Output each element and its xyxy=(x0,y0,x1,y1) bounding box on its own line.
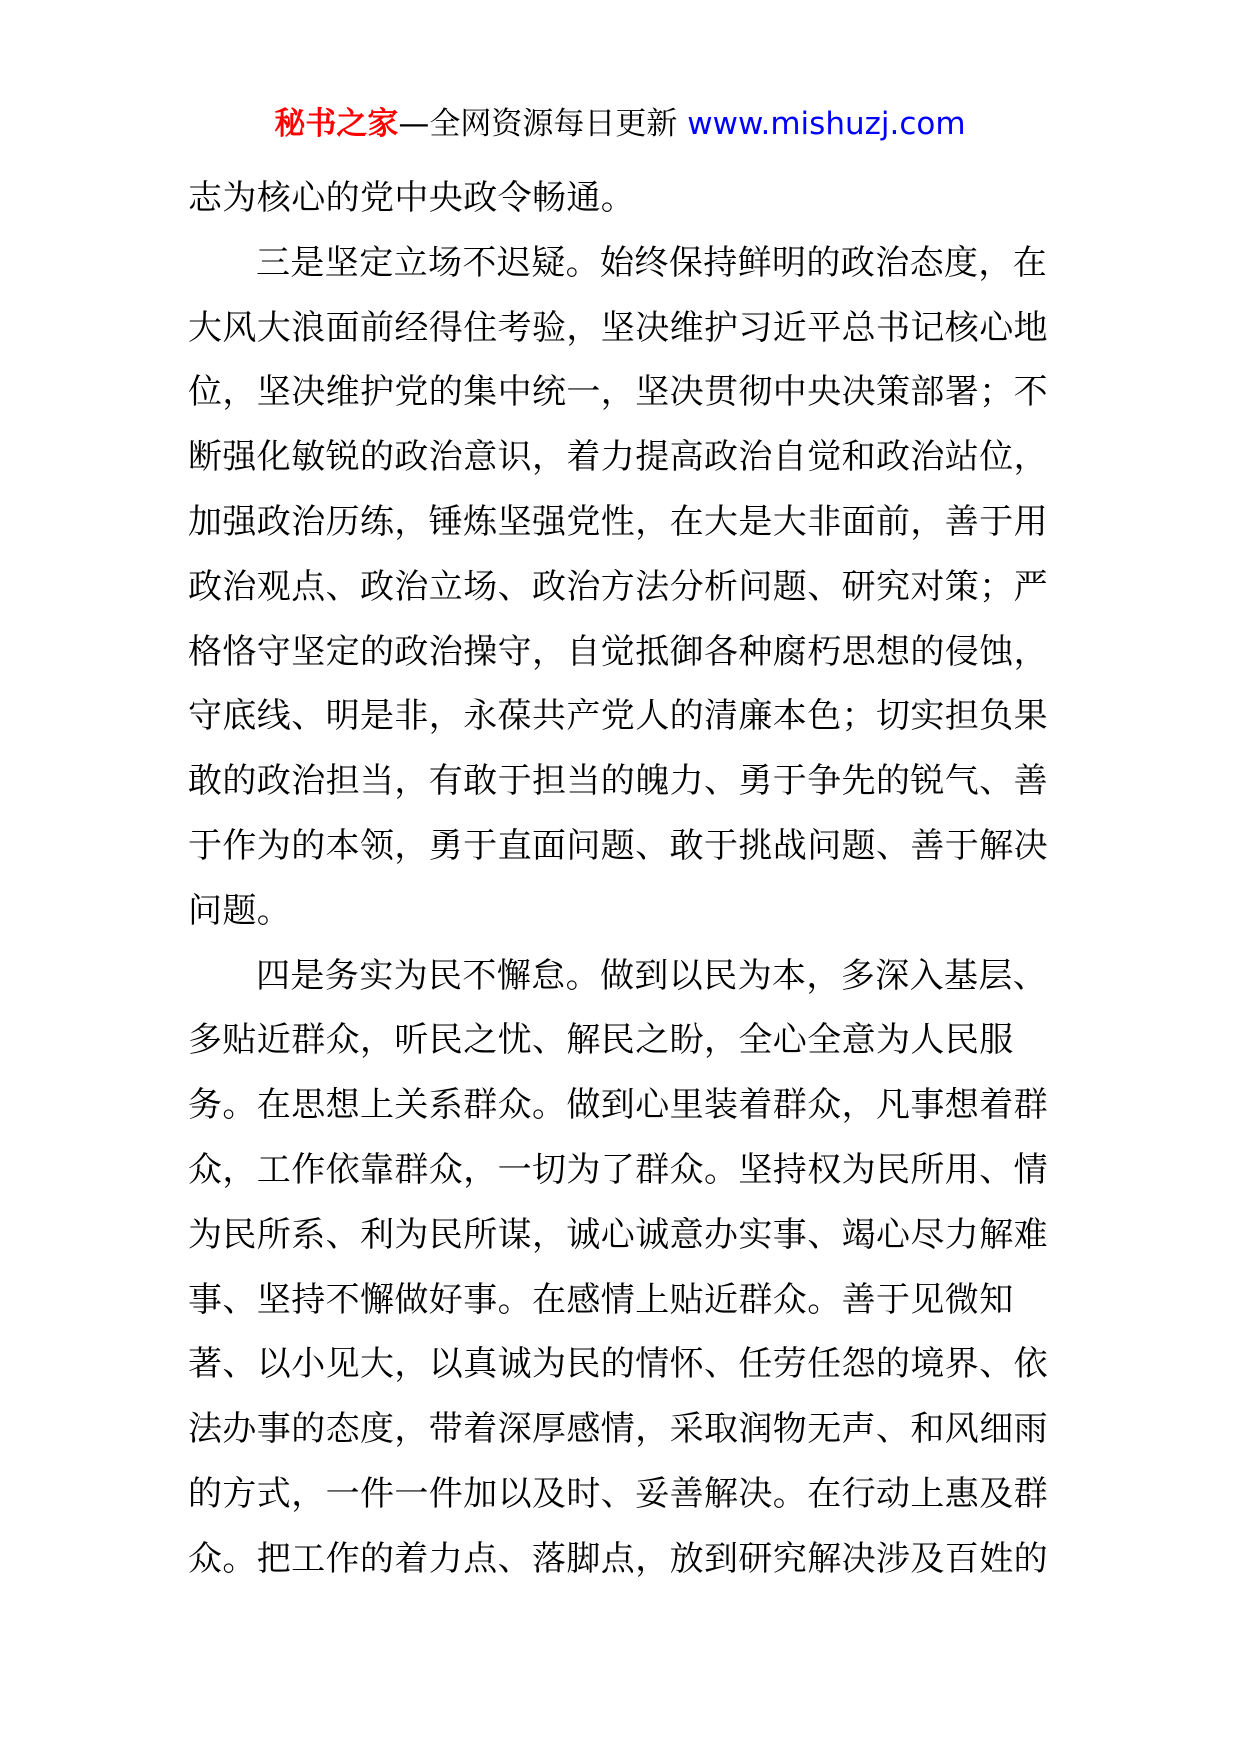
header-tagline: —全网资源每日更新 xyxy=(398,106,688,142)
text-line: 众，工作依靠群众，一切为了群众。坚持权为民所用、情 xyxy=(188,1149,1048,1190)
text-line: 格恪守坚定的政治操守，自觉抵御各种腐朽思想的侵蚀， xyxy=(188,631,1048,672)
text-line: 守底线、明是非，永葆共产党人的清廉本色；切实担负果 xyxy=(188,696,1048,737)
text-line: 加强政治历练，锤炼坚强党性，在大是大非面前，善于用 xyxy=(188,501,1048,542)
text-line: 众。把工作的着力点、落脚点，放到研究解决涉及百姓的 xyxy=(188,1538,1048,1579)
site-url-link[interactable]: www.mishuzj.com xyxy=(687,106,966,142)
text-line: 政治观点、政治立场、政治方法分析问题、研究对策；严 xyxy=(188,566,1048,607)
text-line: 志为核心的党中央政令畅通。 xyxy=(188,178,636,218)
paragraph-start-line: 四是务实为民不懈怠。做到以民为本，多深入基层、 xyxy=(256,955,1048,996)
paragraph-start-line: 三是坚定立场不迟疑。始终保持鲜明的政治态度，在 xyxy=(256,242,1048,283)
page-header xyxy=(0,100,1240,148)
text-line: 法办事的态度，带着深厚感情，采取润物无声、和风细雨 xyxy=(188,1409,1048,1450)
document-body xyxy=(188,166,1058,1592)
text-line: 多贴近群众，听民之忧、解民之盼，全心全意为人民服 xyxy=(188,1020,1014,1061)
text-line: 断强化敏锐的政治意识，着力提高政治自觉和政治站位， xyxy=(188,437,1048,478)
text-line: 敢的政治担当，有敢于担当的魄力、勇于争先的锐气、善 xyxy=(188,761,1048,802)
text-line: 问题。 xyxy=(188,890,292,931)
text-line: 大风大浪面前经得住考验，坚决维护习近平总书记核心地 xyxy=(188,307,1048,348)
text-line: 于作为的本领，勇于直面问题、敢于挑战问题、善于解决 xyxy=(188,825,1048,866)
text-line: 位，坚决维护党的集中统一，坚决贯彻中央决策部署；不 xyxy=(188,372,1048,413)
brand-name: 秘书之家 xyxy=(274,106,399,142)
text-line: 的方式，一件一件加以及时、妥善解决。在行动上惠及群 xyxy=(188,1473,1048,1514)
text-line: 事、坚持不懈做好事。在感情上贴近群众。善于见微知 xyxy=(188,1279,1014,1320)
text-line: 务。在思想上关系群众。做到心里装着群众，凡事想着群 xyxy=(188,1085,1048,1126)
text-line: 著、以小见大，以真诚为民的情怀、任劳任怨的境界、依 xyxy=(188,1344,1048,1385)
text-line: 为民所系、利为民所谋，诚心诚意办实事、竭心尽力解难 xyxy=(188,1214,1048,1255)
